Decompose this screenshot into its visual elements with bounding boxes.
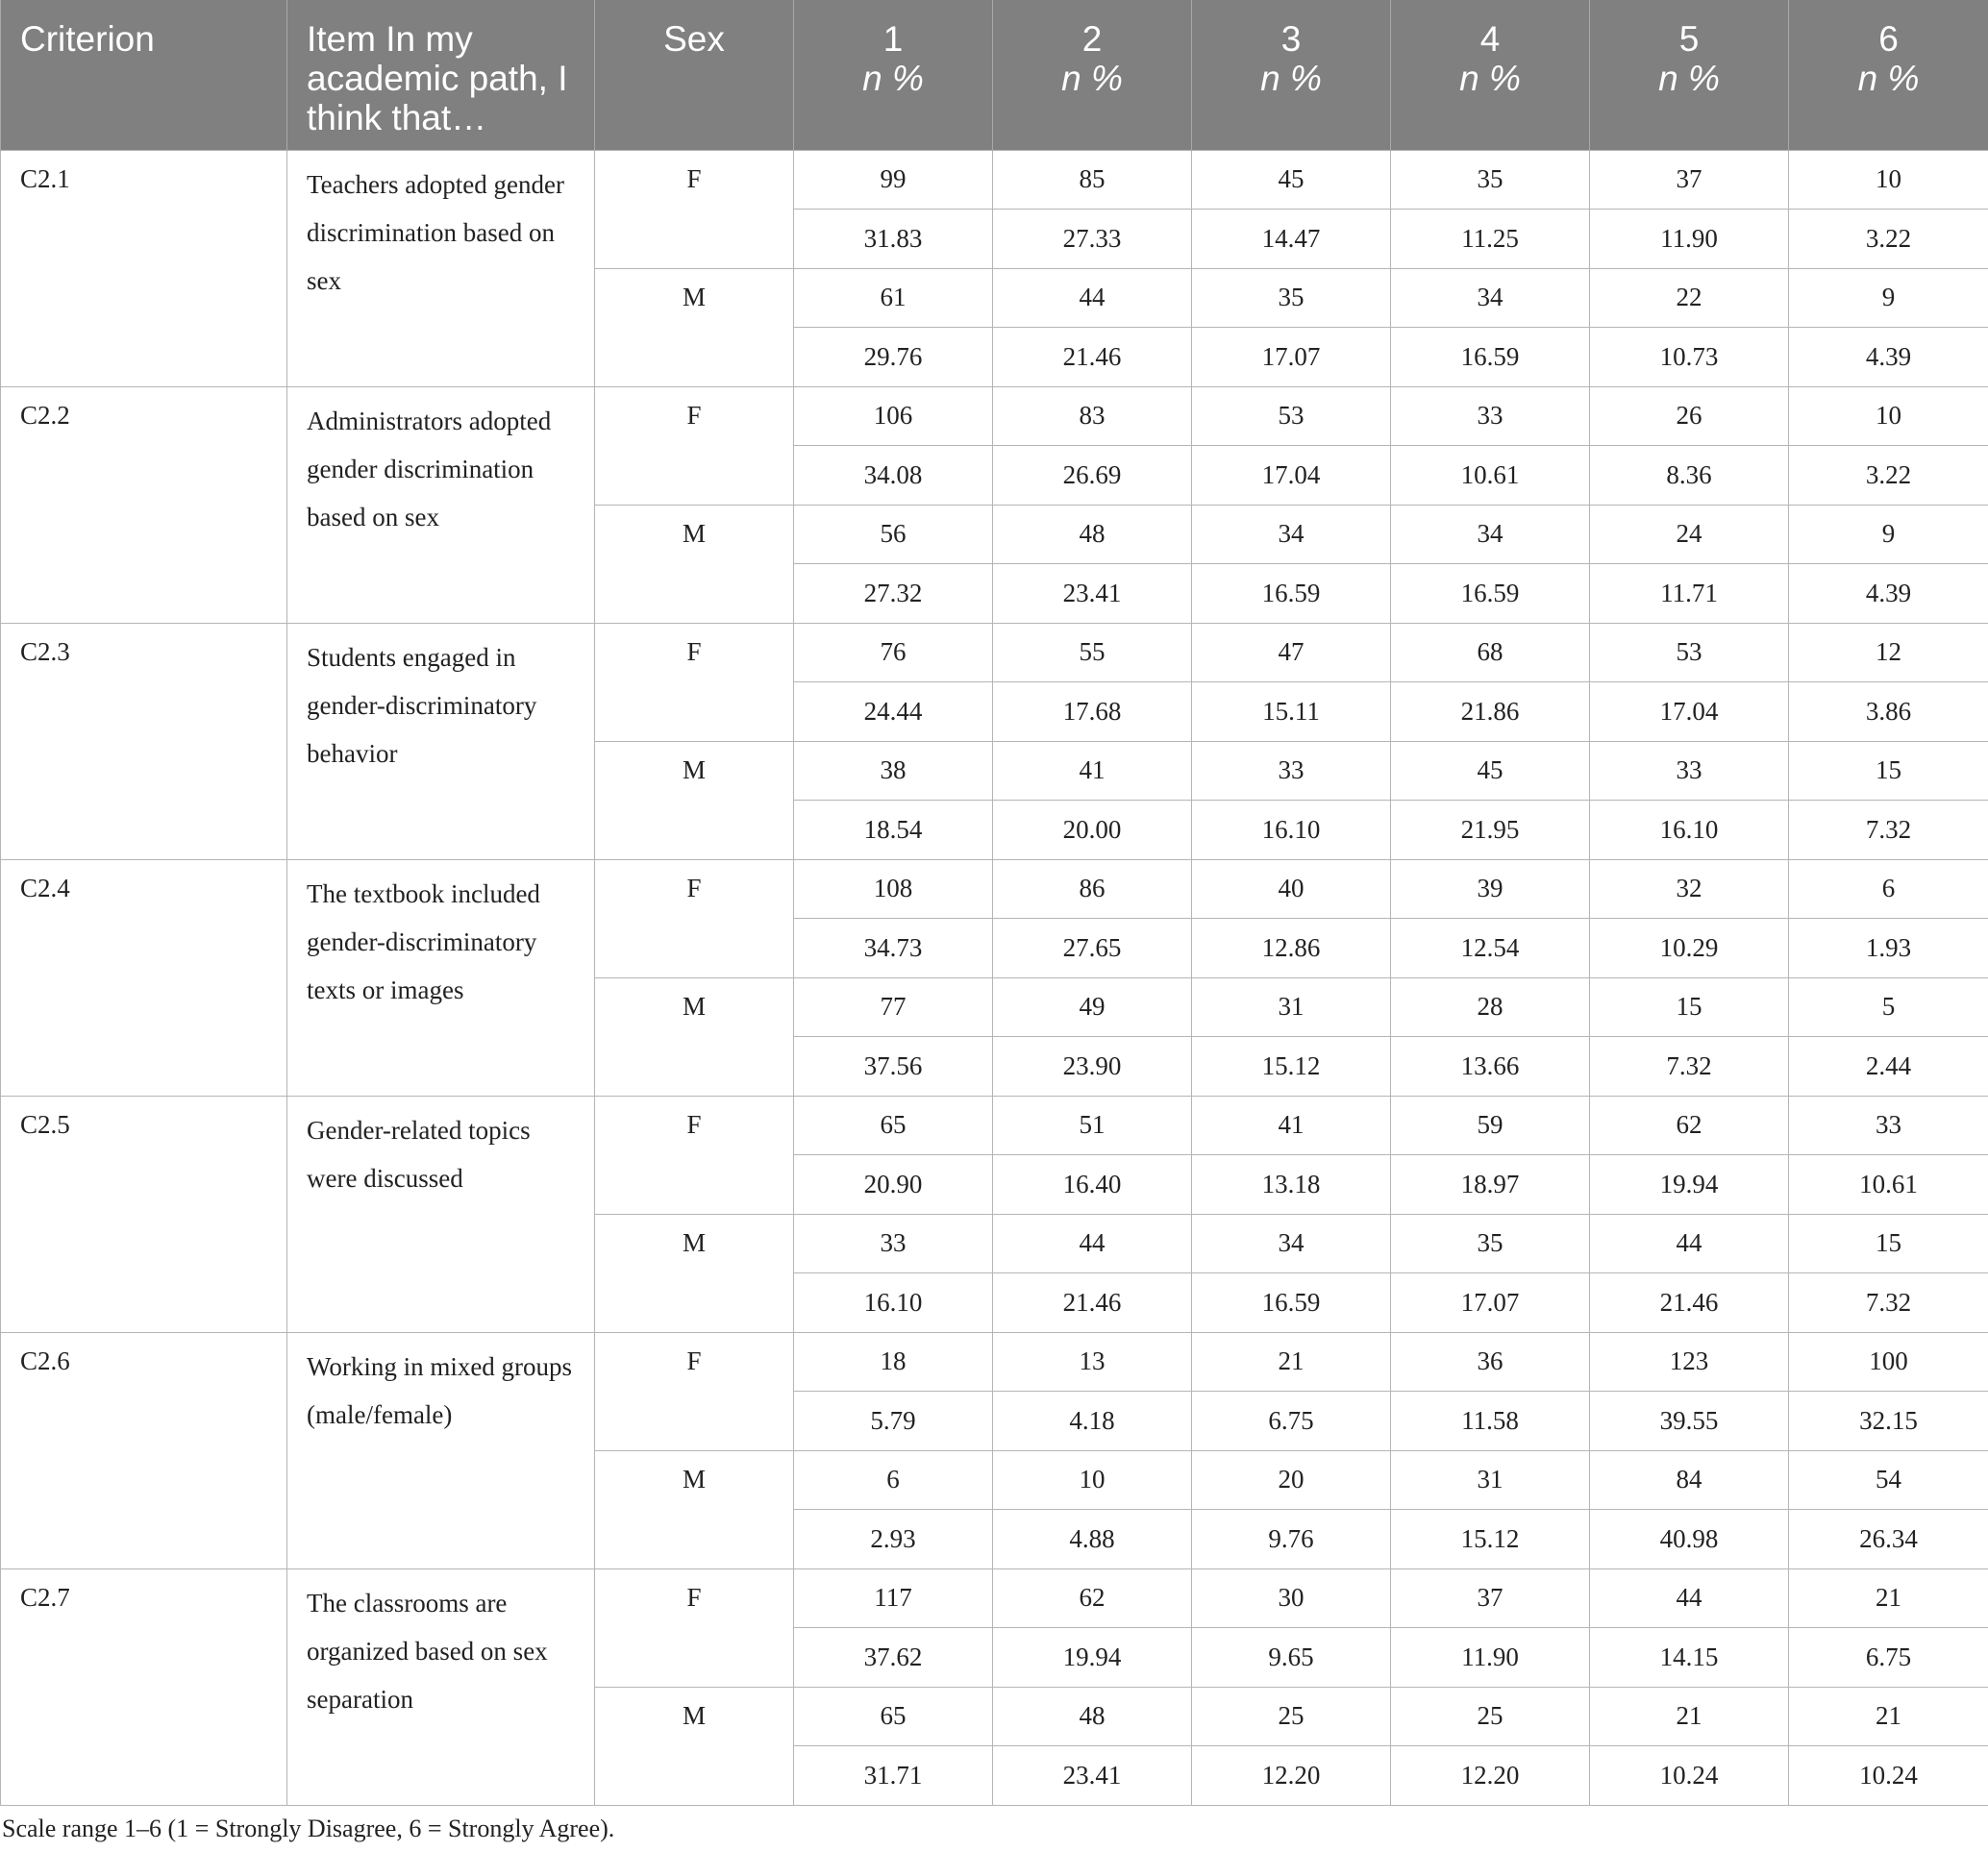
- count-cell: 51: [993, 1096, 1192, 1155]
- sex-cell: M: [595, 505, 794, 623]
- percent-cell: 12.54: [1391, 919, 1590, 978]
- count-cell: 33: [1391, 386, 1590, 446]
- criterion-cell: C2.6: [1, 1332, 287, 1568]
- percent-cell: 21.46: [1590, 1273, 1789, 1333]
- sex-cell: F: [595, 1568, 794, 1687]
- count-cell: 34: [1192, 1214, 1391, 1273]
- count-cell: 45: [1192, 150, 1391, 210]
- criterion-cell: C2.1: [1, 150, 287, 386]
- item-cell: Working in mixed groups (male/female): [287, 1332, 595, 1568]
- count-cell: 34: [1391, 268, 1590, 328]
- count-cell: 62: [1590, 1096, 1789, 1155]
- count-cell: 13: [993, 1332, 1192, 1392]
- percent-cell: 2.44: [1789, 1037, 1988, 1097]
- header-level-sub: n %: [1459, 59, 1521, 98]
- sex-cell: F: [595, 859, 794, 977]
- header-level-sub: n %: [1857, 59, 1920, 98]
- count-cell: 34: [1391, 505, 1590, 564]
- count-cell: 35: [1391, 150, 1590, 210]
- percent-cell: 14.15: [1590, 1628, 1789, 1688]
- percent-cell: 12.20: [1192, 1746, 1391, 1806]
- percent-cell: 15.11: [1192, 682, 1391, 742]
- count-cell: 37: [1391, 1568, 1590, 1628]
- count-cell: 123: [1590, 1332, 1789, 1392]
- count-cell: 31: [1391, 1450, 1590, 1510]
- percent-cell: 23.90: [993, 1037, 1192, 1097]
- table-row: [1, 386, 1988, 446]
- sex-cell: F: [595, 1096, 794, 1214]
- percent-cell: 27.32: [794, 564, 993, 624]
- count-cell: 59: [1391, 1096, 1590, 1155]
- criterion-cell: C2.5: [1, 1096, 287, 1332]
- count-cell: 84: [1590, 1450, 1789, 1510]
- count-cell: 10: [993, 1450, 1192, 1510]
- criterion-cell: C2.4: [1, 859, 287, 1096]
- count-cell: 41: [993, 741, 1192, 801]
- percent-cell: 16.59: [1192, 564, 1391, 624]
- percent-cell: 13.66: [1391, 1037, 1590, 1097]
- item-cell: The textbook included gender-discriminatory texts or images: [287, 859, 595, 1096]
- count-cell: 5: [1789, 977, 1988, 1037]
- header-level-number: 2: [1081, 19, 1103, 59]
- percent-cell: 20.00: [993, 801, 1192, 860]
- count-cell: 35: [1192, 268, 1391, 328]
- percent-cell: 13.18: [1192, 1155, 1391, 1215]
- count-cell: 61: [794, 268, 993, 328]
- item-cell: Teachers adopted gender discrimination based on sex: [287, 150, 595, 386]
- count-cell: 40: [1192, 859, 1391, 919]
- percent-cell: 32.15: [1789, 1392, 1988, 1451]
- percent-cell: 4.18: [993, 1392, 1192, 1451]
- count-cell: 41: [1192, 1096, 1391, 1155]
- count-cell: 106: [794, 386, 993, 446]
- count-cell: 33: [1789, 1096, 1988, 1155]
- sex-cell: F: [595, 623, 794, 741]
- percent-cell: 16.10: [794, 1273, 993, 1333]
- count-cell: 39: [1391, 859, 1590, 919]
- count-cell: 36: [1391, 1332, 1590, 1392]
- header-item: Item In my academic path, I think that…: [287, 0, 595, 150]
- percent-cell: 6.75: [1192, 1392, 1391, 1451]
- percent-cell: 21.46: [993, 1273, 1192, 1333]
- count-cell: 76: [794, 623, 993, 682]
- percent-cell: 7.32: [1789, 1273, 1988, 1333]
- count-cell: 20: [1192, 1450, 1391, 1510]
- sex-cell: M: [595, 977, 794, 1096]
- count-cell: 77: [794, 977, 993, 1037]
- header-level-1: [794, 0, 993, 150]
- percent-cell: 4.39: [1789, 328, 1988, 387]
- count-cell: 10: [1789, 150, 1988, 210]
- criterion-cell: C2.7: [1, 1568, 287, 1805]
- percent-cell: 39.55: [1590, 1392, 1789, 1451]
- count-cell: 15: [1590, 977, 1789, 1037]
- percent-cell: 9.76: [1192, 1510, 1391, 1569]
- percent-cell: 3.22: [1789, 446, 1988, 506]
- count-cell: 85: [993, 150, 1192, 210]
- count-cell: 28: [1391, 977, 1590, 1037]
- count-cell: 12: [1789, 623, 1988, 682]
- percent-cell: 10.24: [1590, 1746, 1789, 1806]
- count-cell: 53: [1590, 623, 1789, 682]
- table-row: [1, 1096, 1988, 1155]
- count-cell: 37: [1590, 150, 1789, 210]
- header-sex: Sex: [595, 0, 794, 150]
- count-cell: 44: [993, 268, 1192, 328]
- count-cell: 44: [1590, 1214, 1789, 1273]
- count-cell: 32: [1590, 859, 1789, 919]
- count-cell: 9: [1789, 505, 1988, 564]
- header-level-6: [1789, 0, 1988, 150]
- count-cell: 15: [1789, 741, 1988, 801]
- percent-cell: 24.44: [794, 682, 993, 742]
- percent-cell: 5.79: [794, 1392, 993, 1451]
- sex-cell: M: [595, 1687, 794, 1805]
- percent-cell: 21.46: [993, 328, 1192, 387]
- percent-cell: 20.90: [794, 1155, 993, 1215]
- percent-cell: 4.88: [993, 1510, 1192, 1569]
- header-row: [1, 0, 1988, 150]
- percent-cell: 16.40: [993, 1155, 1192, 1215]
- count-cell: 21: [1590, 1687, 1789, 1746]
- percent-cell: 15.12: [1192, 1037, 1391, 1097]
- percent-cell: 10.73: [1590, 328, 1789, 387]
- sex-cell: F: [595, 386, 794, 505]
- percent-cell: 21.95: [1391, 801, 1590, 860]
- table-row: [1, 1332, 1988, 1392]
- count-cell: 21: [1789, 1687, 1988, 1746]
- sex-cell: F: [595, 150, 794, 268]
- percent-cell: 2.93: [794, 1510, 993, 1569]
- percent-cell: 17.07: [1192, 328, 1391, 387]
- item-cell: Students engaged in gender-discriminatory behavior: [287, 623, 595, 859]
- percent-cell: 18.97: [1391, 1155, 1590, 1215]
- percent-cell: 31.71: [794, 1746, 993, 1806]
- count-cell: 6: [1789, 859, 1988, 919]
- percent-cell: 16.10: [1192, 801, 1391, 860]
- percent-cell: 3.86: [1789, 682, 1988, 742]
- count-cell: 21: [1789, 1568, 1988, 1628]
- percent-cell: 11.90: [1391, 1628, 1590, 1688]
- count-cell: 24: [1590, 505, 1789, 564]
- count-cell: 48: [993, 505, 1192, 564]
- percent-cell: 14.47: [1192, 210, 1391, 269]
- percent-cell: 19.94: [993, 1628, 1192, 1688]
- count-cell: 15: [1789, 1214, 1988, 1273]
- count-cell: 26: [1590, 386, 1789, 446]
- percent-cell: 17.07: [1391, 1273, 1590, 1333]
- criterion-cell: C2.2: [1, 386, 287, 623]
- percent-cell: 19.94: [1590, 1155, 1789, 1215]
- percent-cell: 3.22: [1789, 210, 1988, 269]
- percent-cell: 23.41: [993, 1746, 1192, 1806]
- percent-cell: 17.04: [1590, 682, 1789, 742]
- count-cell: 53: [1192, 386, 1391, 446]
- header-level-sub: n %: [862, 59, 924, 98]
- count-cell: 31: [1192, 977, 1391, 1037]
- count-cell: 83: [993, 386, 1192, 446]
- count-cell: 44: [993, 1214, 1192, 1273]
- percent-cell: 34.73: [794, 919, 993, 978]
- percent-cell: 27.33: [993, 210, 1192, 269]
- header-level-number: 3: [1280, 19, 1302, 59]
- count-cell: 9: [1789, 268, 1988, 328]
- count-cell: 54: [1789, 1450, 1988, 1510]
- count-cell: 35: [1391, 1214, 1590, 1273]
- percent-cell: 10.61: [1789, 1155, 1988, 1215]
- percent-cell: 16.59: [1391, 564, 1590, 624]
- percent-cell: 12.20: [1391, 1746, 1590, 1806]
- percent-cell: 10.29: [1590, 919, 1789, 978]
- header-level-sub: n %: [1658, 59, 1720, 98]
- header-level-sub: n %: [1061, 59, 1123, 98]
- count-cell: 65: [794, 1687, 993, 1746]
- table-row: [1, 859, 1988, 919]
- criterion-cell: C2.3: [1, 623, 287, 859]
- percent-cell: 17.04: [1192, 446, 1391, 506]
- percent-cell: 26.69: [993, 446, 1192, 506]
- count-cell: 45: [1391, 741, 1590, 801]
- percent-cell: 27.65: [993, 919, 1192, 978]
- sex-cell: M: [595, 1450, 794, 1568]
- percent-cell: 11.71: [1590, 564, 1789, 624]
- header-level-number: 1: [882, 19, 904, 59]
- count-cell: 30: [1192, 1568, 1391, 1628]
- table-row: [1, 1568, 1988, 1628]
- percent-cell: 10.61: [1391, 446, 1590, 506]
- percent-cell: 23.41: [993, 564, 1192, 624]
- percent-cell: 11.90: [1590, 210, 1789, 269]
- percent-cell: 11.58: [1391, 1392, 1590, 1451]
- count-cell: 38: [794, 741, 993, 801]
- percent-cell: 26.34: [1789, 1510, 1988, 1569]
- count-cell: 34: [1192, 505, 1391, 564]
- sex-cell: M: [595, 1214, 794, 1332]
- table-footnote: Scale range 1–6 (1 = Strongly Disagree, 6 = Strongly Agree).: [2, 1815, 615, 1842]
- table-body: [1, 150, 1988, 1805]
- count-cell: 25: [1391, 1687, 1590, 1746]
- percent-cell: 31.83: [794, 210, 993, 269]
- percent-cell: 37.62: [794, 1628, 993, 1688]
- header-level-number: 4: [1479, 19, 1501, 59]
- count-cell: 55: [993, 623, 1192, 682]
- table-row: [1, 623, 1988, 682]
- percent-cell: 6.75: [1789, 1628, 1988, 1688]
- count-cell: 49: [993, 977, 1192, 1037]
- count-cell: 68: [1391, 623, 1590, 682]
- header-level-number: 5: [1678, 19, 1700, 59]
- count-cell: 56: [794, 505, 993, 564]
- percent-cell: 16.10: [1590, 801, 1789, 860]
- percent-cell: 8.36: [1590, 446, 1789, 506]
- count-cell: 117: [794, 1568, 993, 1628]
- header-level-5: [1590, 0, 1789, 150]
- count-cell: 21: [1192, 1332, 1391, 1392]
- count-cell: 6: [794, 1450, 993, 1510]
- percent-cell: 16.59: [1391, 328, 1590, 387]
- percent-cell: 40.98: [1590, 1510, 1789, 1569]
- header-level-4: [1391, 0, 1590, 150]
- sex-cell: M: [595, 741, 794, 859]
- count-cell: 47: [1192, 623, 1391, 682]
- percent-cell: 1.93: [1789, 919, 1988, 978]
- percent-cell: 18.54: [794, 801, 993, 860]
- count-cell: 10: [1789, 386, 1988, 446]
- item-cell: Gender-related topics were discussed: [287, 1096, 595, 1332]
- table-row: [1, 150, 1988, 210]
- percent-cell: 17.68: [993, 682, 1192, 742]
- count-cell: 65: [794, 1096, 993, 1155]
- percent-cell: 4.39: [1789, 564, 1988, 624]
- count-cell: 108: [794, 859, 993, 919]
- item-cell: The classrooms are organized based on sex separation: [287, 1568, 595, 1805]
- sex-cell: M: [595, 268, 794, 386]
- count-cell: 33: [1192, 741, 1391, 801]
- count-cell: 22: [1590, 268, 1789, 328]
- count-cell: 62: [993, 1568, 1192, 1628]
- percent-cell: 37.56: [794, 1037, 993, 1097]
- header-level-sub: n %: [1260, 59, 1322, 98]
- percent-cell: 11.25: [1391, 210, 1590, 269]
- percent-cell: 15.12: [1391, 1510, 1590, 1569]
- count-cell: 33: [1590, 741, 1789, 801]
- header-level-number: 6: [1878, 19, 1899, 59]
- percent-cell: 9.65: [1192, 1628, 1391, 1688]
- count-cell: 44: [1590, 1568, 1789, 1628]
- count-cell: 18: [794, 1332, 993, 1392]
- item-cell: Administrators adopted gender discrimination based on sex: [287, 386, 595, 623]
- sex-cell: F: [595, 1332, 794, 1450]
- count-cell: 100: [1789, 1332, 1988, 1392]
- count-cell: 99: [794, 150, 993, 210]
- count-cell: 86: [993, 859, 1192, 919]
- percent-cell: 29.76: [794, 328, 993, 387]
- percent-cell: 21.86: [1391, 682, 1590, 742]
- count-cell: 25: [1192, 1687, 1391, 1746]
- header-level-3: [1192, 0, 1391, 150]
- percent-cell: 10.24: [1789, 1746, 1988, 1806]
- percent-cell: 7.32: [1789, 801, 1988, 860]
- table-header: [1, 0, 1988, 150]
- count-cell: 33: [794, 1214, 993, 1273]
- header-level-2: [993, 0, 1192, 150]
- percent-cell: 16.59: [1192, 1273, 1391, 1333]
- count-cell: 48: [993, 1687, 1192, 1746]
- percent-cell: 12.86: [1192, 919, 1391, 978]
- percent-cell: 7.32: [1590, 1037, 1789, 1097]
- percent-cell: 34.08: [794, 446, 993, 506]
- header-criterion: Criterion: [1, 0, 287, 150]
